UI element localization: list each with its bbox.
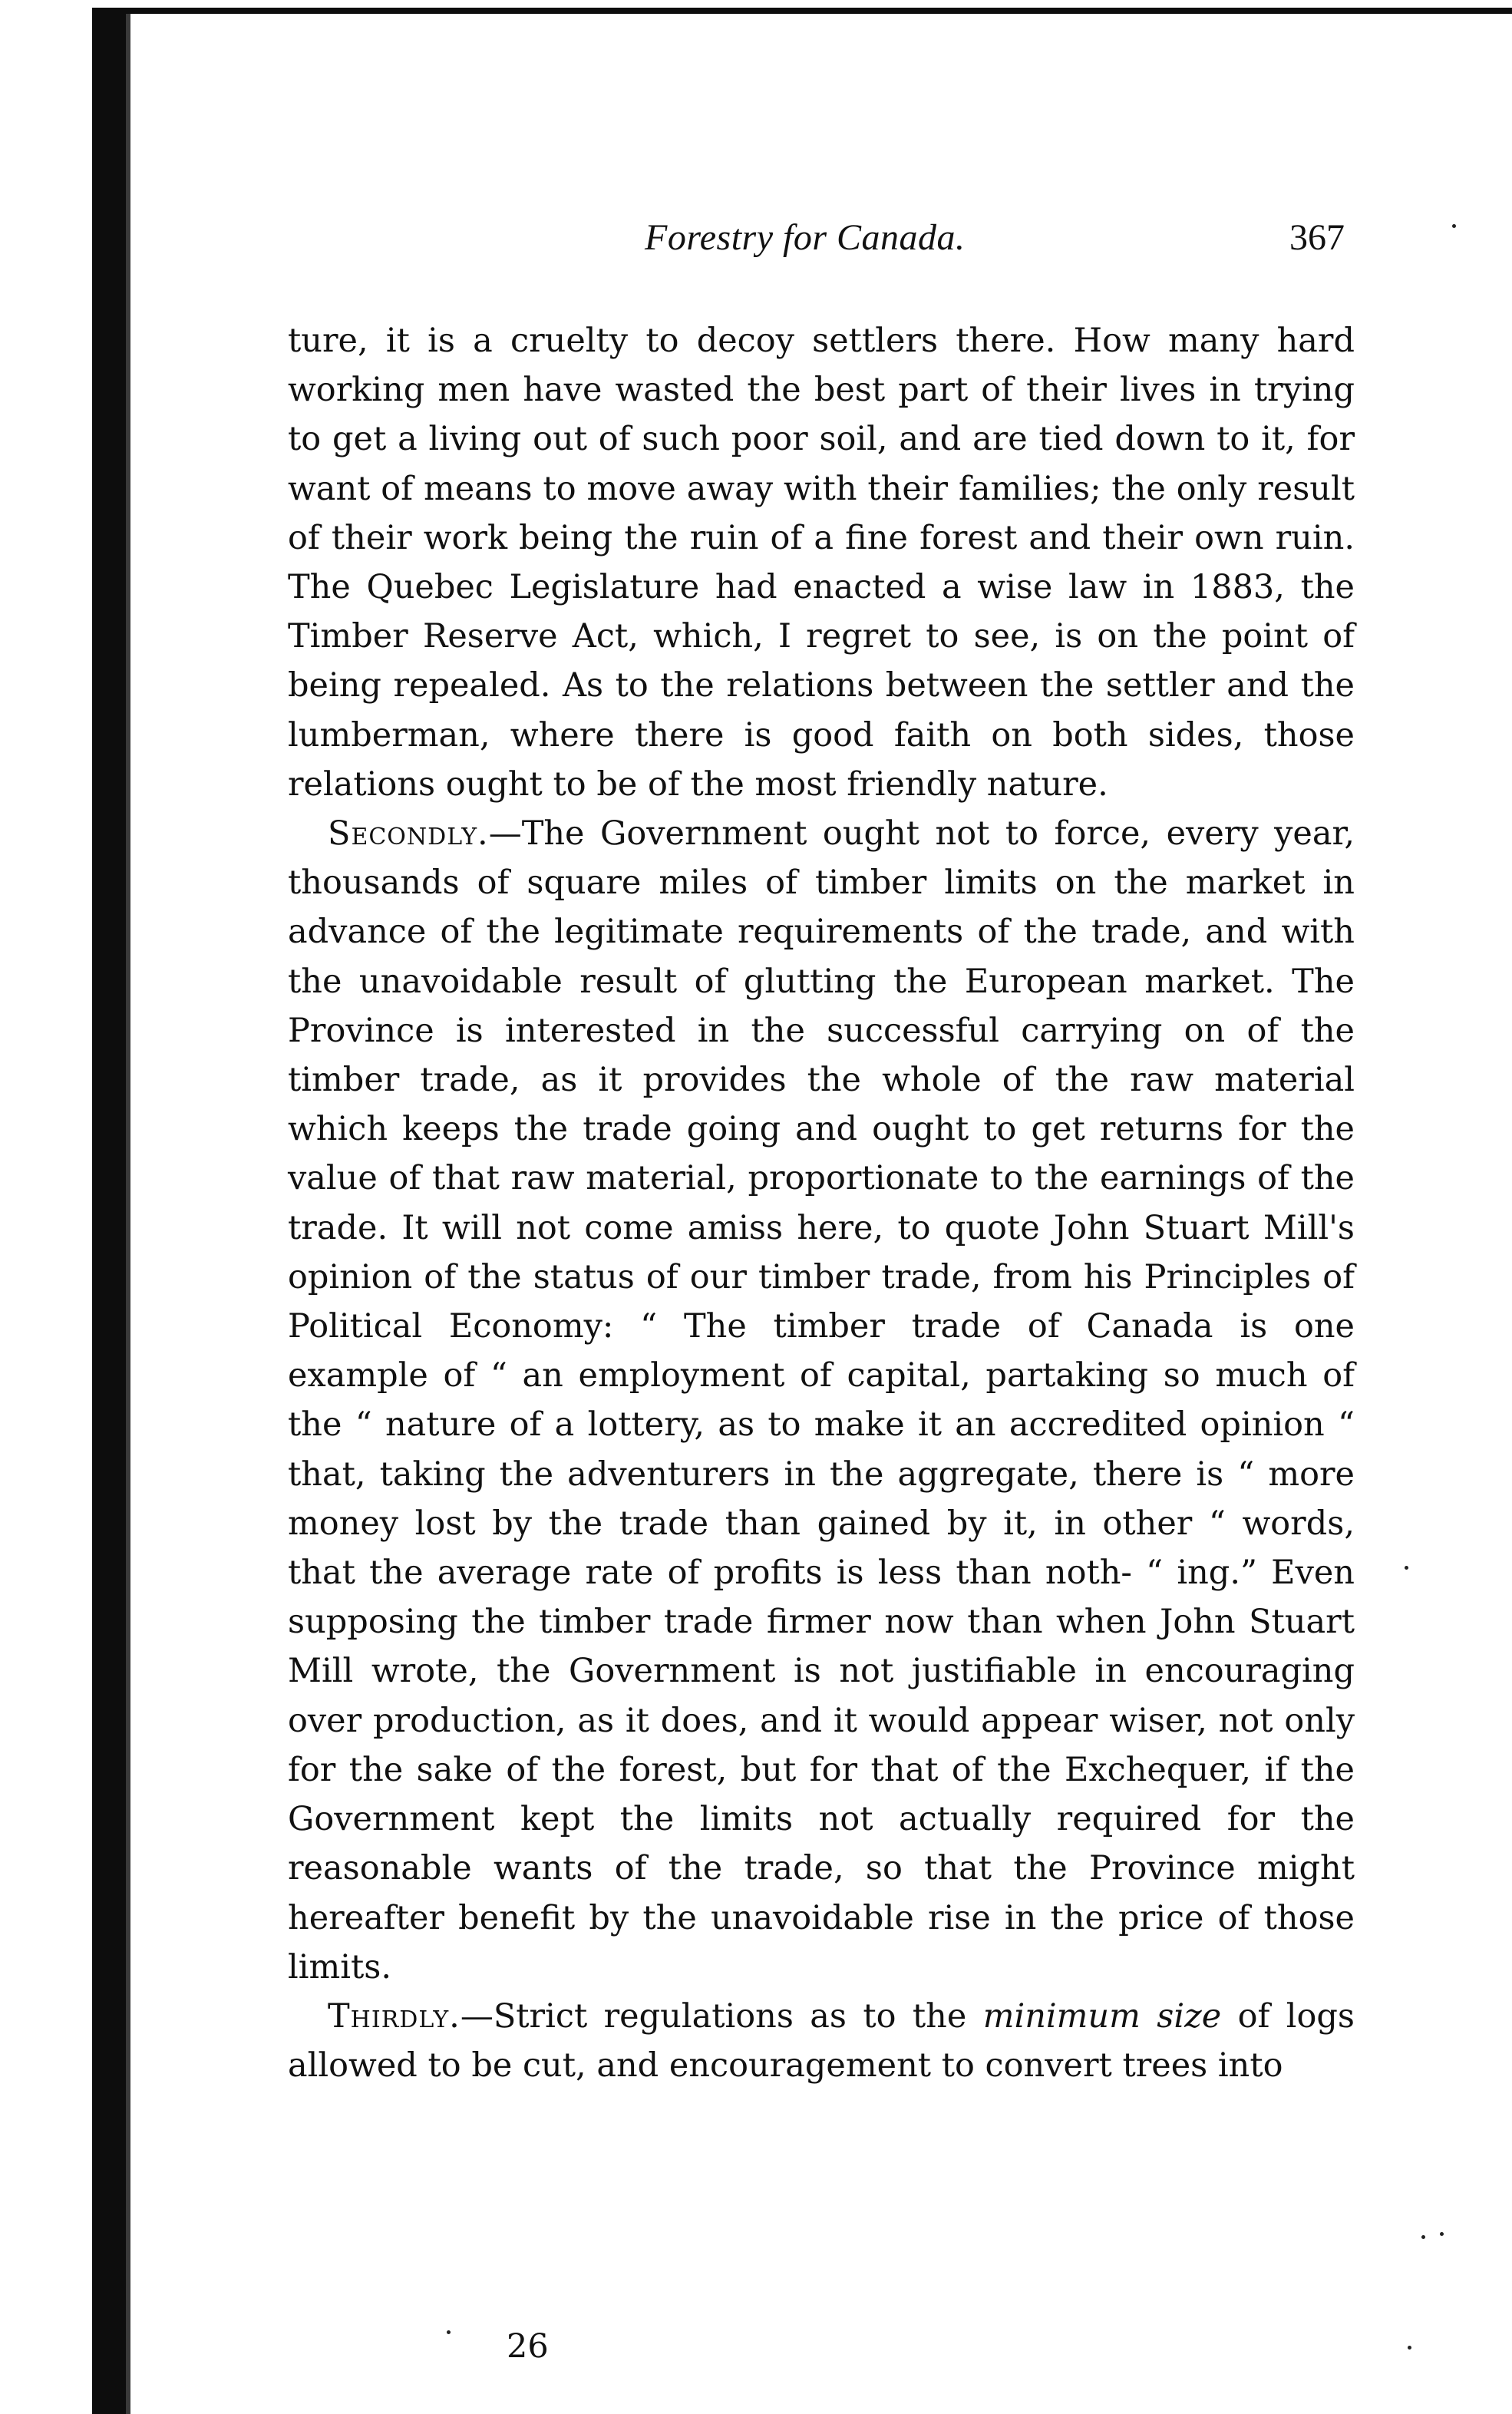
signature-mark: 26 bbox=[507, 2327, 549, 2366]
scan-speck bbox=[1421, 2235, 1425, 2239]
scan-binding-shadow bbox=[126, 14, 130, 2414]
scan-speck bbox=[1452, 224, 1456, 228]
paragraph-3 bbox=[288, 1992, 1355, 2090]
scan-top-edge bbox=[92, 8, 1512, 14]
running-title: Forestry for Canada. bbox=[645, 217, 966, 258]
scan-speck bbox=[1440, 2232, 1444, 2236]
scan-binding-edge bbox=[92, 8, 126, 2414]
paragraph-3-text-b: of logs allowed to be cut, and encouragement to convert trees into bbox=[288, 1996, 1355, 2085]
scan-speck bbox=[1405, 1566, 1408, 1570]
paragraph-3-lead: Thirdly. bbox=[328, 1996, 461, 2036]
page-number: 367 bbox=[1289, 217, 1345, 258]
page-header bbox=[292, 216, 1351, 278]
paragraph-3-emphasis: minimum size bbox=[982, 1996, 1222, 2036]
scan-speck bbox=[447, 2330, 451, 2334]
paragraph-2-lead: Secondly. bbox=[328, 814, 489, 854]
scan-speck bbox=[1408, 2346, 1411, 2350]
body-text bbox=[288, 316, 1355, 2090]
paragraph-2-text: —The Government ought not to force, every year, thousands of square miles of timber limits on the market in advance of the legitimate requirements of the trade, and with the unavoidable result of glutting the European market. The Province is interested in the successful carrying on of the timber trade, as it provides the whole of the raw material which keeps the trade going and ought to get returns for the value of that raw material, proportionate to the earnings of the trade. It will not come amiss here, to quote John Stuart Mill's opinion of the status of our timber trade, from his Principles of Political Economy: “ The timber trade of Canada is one example of “ an employment of capital, partaking so much of the “ nature of a lottery, as to make it an accredited opinion “ that, taking the adventurers in the aggregate, there is “ more money lost by the trade than gained by it, in other “ words, that the average rate of profits is less than noth- “ ing.” Even supposing the timber trade firmer now than when John Stuart Mill wrote, the Government is not justifiable in encouraging over production, as it does, and it would appear wiser, not only for the sake of the forest, but for that of the Exchequer, if the Government kept the limits not actually required for the reasonable wants of the trade, so that the Province might hereafter benefit by the unavoidable rise in the price of those limits. bbox=[288, 814, 1355, 1986]
paragraph-3-text-a: —Strict regulations as to the bbox=[460, 1996, 983, 2036]
paragraph-1: ture, it is a cruelty to decoy settlers there. How many hard working men have wasted the best part of their lives in trying to get a living out of such poor soil, and are tied down to it, for want of means to move away with their families; the only result of their work being the ruin of a fine forest and their own ruin. The Quebec Legislature had enacted a wise law in 1883, the Timber Reserve Act, which, I regret to see, is on the point of being repealed. As to the relations between the settler and the lumberman, where there is good faith on both sides, those relations ought to be of the most friendly nature. bbox=[288, 322, 1355, 804]
paragraph-2 bbox=[288, 809, 1355, 1992]
